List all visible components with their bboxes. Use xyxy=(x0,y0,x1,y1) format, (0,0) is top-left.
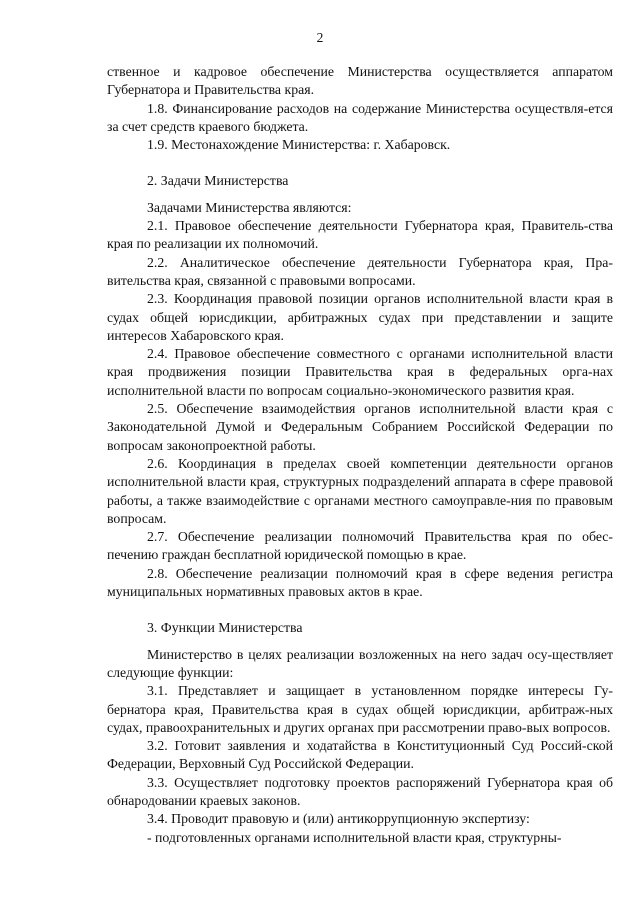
paragraph-3-1: 3.1. Представляет и защищает в установленном порядке интересы Гу-бернатора края, Правительства края в судах общей юрисдикции, арбитраж-ных судах, правоохранительных и других органах при рассмотрении право-вых вопросов. xyxy=(107,683,613,735)
section-heading-3: 3. Функции Министерства xyxy=(147,620,303,636)
paragraph-2-6: 2.6. Координация в пределах своей компетенции деятельности органов исполнительной власти края, структурных подразделений аппарата в сфере правовой работы, а также взаимодействие с органами местного самоуправле-ния по правовым вопросам. xyxy=(107,455,613,526)
paragraph-3-4-item: - подготовленных органами исполнительной власти края, структурны- xyxy=(147,829,562,845)
spacer xyxy=(107,154,613,172)
paragraph-1-8: 1.8. Финансирование расходов на содержание Министерства осуществля-ется за счет средств краевого бюджета. xyxy=(107,100,613,134)
spacer xyxy=(107,191,613,199)
paragraph-2-1: 2.1. Правовое обеспечение деятельности Губернатора края, Правитель-ства края по реализации их полномочий. xyxy=(107,218,613,252)
paragraph-3-4: 3.4. Проводит правовую и (или) антикоррупционную экспертизу: xyxy=(147,811,530,827)
paragraph-2-4: 2.4. Правовое обеспечение совместного с органами исполнительной власти края продвижения позиции Правительства края в федеральных орга-нах исполнительной власти по вопросам социально-экономического развития края. xyxy=(107,346,613,398)
paragraph-3-2: 3.2. Готовит заявления и ходатайства в Конституционный Суд Россий-ской Федерации, Верховный Суд Российской Федерации. xyxy=(107,738,613,772)
paragraph-2-5: 2.5. Обеспечение взаимодействия органов исполнительной власти края с Законодательной Думой и Федеральным Собранием Российской Федерации по вопросам законопроектной работы. xyxy=(107,401,613,453)
paragraph-1-9: 1.9. Местонахождение Министерства: г. Хабаровск. xyxy=(147,137,451,153)
spacer xyxy=(107,638,613,646)
page-number: 2 xyxy=(316,30,324,45)
paragraph-2-8: 2.8. Обеспечение реализации полномочий края в сфере ведения регистра муниципальных нормативных правовых актов в крае. xyxy=(107,565,613,600)
paragraph-3-3: 3.3. Осуществляет подготовку проектов распоряжений Губернатора края об обнародовании краевых законов. xyxy=(107,774,613,808)
section-heading-2: 2. Задачи Министерства xyxy=(147,173,289,189)
paragraph-2-3: 2.3. Координация правовой позиции органов исполнительной власти края в судах общей юрисдикции, арбитражных судах при представлении и защите интересов Хабаровского края. xyxy=(107,291,613,343)
spacer xyxy=(107,601,613,619)
paragraph-functions-intro: Министерство в целях реализации возложенных на него задач осу-ществляет следующие функции: xyxy=(107,646,613,680)
document-body xyxy=(107,63,613,847)
paragraph-continuation: ственное и кадровое обеспечение Министерства осуществляется аппаратом Губернатора и Правительства края. xyxy=(107,64,613,98)
paragraph-tasks-intro: Задачами Министерства являются: xyxy=(147,199,352,215)
paragraph-2-2: 2.2. Аналитическое обеспечение деятельности Губернатора края, Пра-вительства края, связанной с правовыми вопросами. xyxy=(107,254,613,288)
paragraph-2-7: 2.7. Обеспечение реализации полномочий Правительства края по обес-печению граждан бесплатной юридической помощью в крае. xyxy=(107,529,613,563)
